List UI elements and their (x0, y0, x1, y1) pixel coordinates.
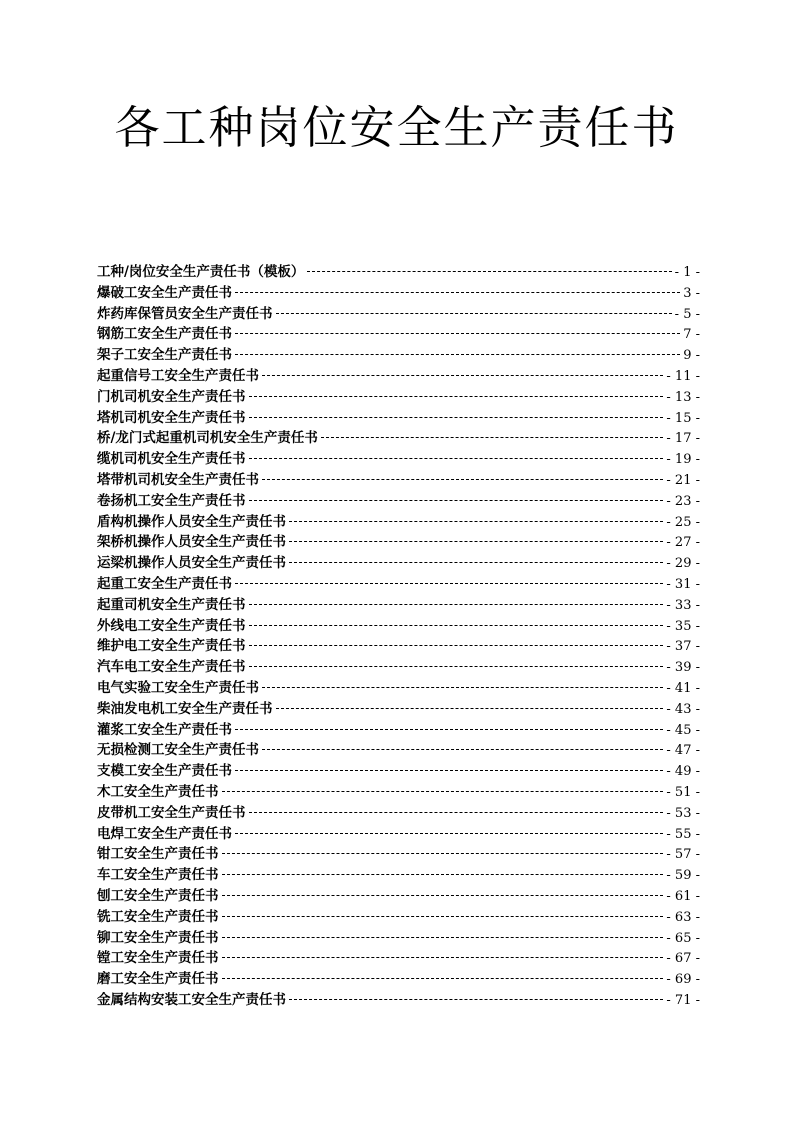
toc-dot-leader (235, 583, 663, 584)
toc-entry[interactable] (97, 408, 700, 429)
toc-entry-label: 木工安全生产责任书 (97, 783, 219, 800)
toc-entry-label: 炸药库保管员安全生产责任书 (97, 305, 273, 322)
toc-entry-label: 车工安全生产责任书 (97, 867, 219, 884)
toc-entry-label: 爆破工安全生产责任书 (97, 284, 232, 301)
toc-entry-label: 起重信号工安全生产责任书 (97, 367, 259, 384)
toc-entry-label: 镗工安全生产责任书 (97, 950, 219, 967)
toc-entry-label: 钢筋工安全生产责任书 (97, 326, 232, 343)
toc-entry[interactable] (97, 948, 700, 969)
toc-page-number: - 41 - (666, 680, 700, 696)
toc-entry[interactable] (97, 740, 700, 761)
toc-entry-label: 柴油发电机工安全生产责任书 (97, 700, 273, 717)
toc-dot-leader (222, 895, 664, 896)
toc-entry-label: 盾构机操作人员安全生产责任书 (97, 513, 286, 530)
toc-entry[interactable] (97, 803, 700, 824)
toc-page-number: - 67 - (666, 951, 700, 967)
toc-entry-label: 汽车电工安全生产责任书 (97, 659, 246, 676)
toc-page-number: - 39 - (666, 660, 700, 676)
toc-page-number: - 59 - (666, 868, 700, 884)
toc-dot-leader (235, 729, 663, 730)
toc-entry[interactable] (97, 345, 700, 366)
toc-entry[interactable] (97, 491, 700, 512)
toc-dot-leader (321, 437, 663, 438)
toc-entry[interactable] (97, 636, 700, 657)
toc-entry-label: 磨工安全生产责任书 (97, 971, 219, 988)
toc-dot-leader (222, 978, 664, 979)
toc-entry[interactable] (97, 262, 700, 283)
toc-dot-leader (235, 292, 680, 293)
toc-page-number: - 5 - (674, 306, 700, 322)
toc-page-number: - 49 - (666, 764, 700, 780)
toc-dot-leader (235, 833, 663, 834)
toc-page-number: - 25 - (666, 514, 700, 530)
toc-entry[interactable] (97, 990, 700, 1011)
toc-dot-leader (249, 396, 664, 397)
toc-entry[interactable] (97, 574, 700, 595)
toc-entry-label: 电焊工安全生产责任书 (97, 825, 232, 842)
toc-page-number: - 57 - (666, 847, 700, 863)
toc-entry[interactable] (97, 324, 700, 345)
toc-page-number: 7 - (683, 327, 700, 343)
toc-entry[interactable] (97, 283, 700, 304)
toc-page-number: - 37 - (666, 639, 700, 655)
toc-page-number: - 1 - (674, 265, 700, 280)
toc-dot-leader (235, 770, 663, 771)
toc-dot-leader (276, 313, 672, 314)
toc-entry-label: 工种/岗位安全生产责任书（模板） (97, 264, 305, 280)
toc-dot-leader (289, 562, 663, 563)
table-of-contents (97, 262, 700, 1011)
toc-entry-label: 架子工安全生产责任书 (97, 347, 232, 364)
toc-page-number: - 61 - (666, 888, 700, 904)
toc-entry[interactable] (97, 865, 700, 886)
toc-entry-label: 刨工安全生产责任书 (97, 887, 219, 904)
toc-entry-label: 卷扬机工安全生产责任书 (97, 492, 246, 509)
toc-entry-label: 金属结构安装工安全生产责任书 (97, 991, 286, 1008)
toc-dot-leader (235, 333, 680, 334)
toc-entry[interactable] (97, 428, 700, 449)
toc-dot-leader (276, 708, 664, 709)
toc-page-number: - 17 - (666, 431, 700, 447)
toc-entry[interactable] (97, 969, 700, 990)
toc-entry-label: 维护电工安全生产责任书 (97, 638, 246, 655)
toc-entry-label: 钳工安全生产责任书 (97, 846, 219, 863)
toc-dot-leader (249, 666, 664, 667)
toc-entry[interactable] (97, 532, 700, 553)
toc-entry-label: 缆机司机安全生产责任书 (97, 451, 246, 468)
toc-dot-leader (222, 874, 664, 875)
toc-entry-label: 塔机司机安全生产责任书 (97, 409, 246, 426)
toc-page-number: - 13 - (666, 389, 700, 405)
toc-dot-leader (222, 791, 664, 792)
toc-dot-leader (222, 916, 664, 917)
toc-page-number: - 45 - (666, 722, 700, 738)
toc-entry[interactable] (97, 470, 700, 491)
toc-entry[interactable] (97, 761, 700, 782)
toc-page-number: - 65 - (666, 930, 700, 946)
toc-page-number: - 43 - (666, 701, 700, 717)
toc-entry-label: 运梁机操作人员安全生产责任书 (97, 555, 286, 572)
toc-page-number: - 63 - (666, 909, 700, 925)
toc-entry[interactable] (97, 304, 700, 325)
toc-dot-leader (289, 999, 663, 1000)
toc-page-number: 3 - (683, 285, 700, 301)
toc-entry-label: 塔带机司机安全生产责任书 (97, 471, 259, 488)
toc-dot-leader (262, 749, 663, 750)
toc-entry[interactable] (97, 907, 700, 928)
toc-entry-label: 门机司机安全生产责任书 (97, 388, 246, 405)
toc-entry-label: 桥/龙门式起重机司机安全生产责任书 (97, 430, 318, 447)
toc-entry[interactable] (97, 720, 700, 741)
toc-entry[interactable] (97, 449, 700, 470)
toc-entry[interactable] (97, 782, 700, 803)
toc-entry[interactable] (97, 657, 700, 678)
toc-entry[interactable] (97, 553, 700, 574)
toc-page-number: - 19 - (666, 452, 700, 468)
toc-dot-leader (249, 604, 664, 605)
toc-entry-label: 架桥机操作人员安全生产责任书 (97, 534, 286, 551)
toc-entry-label: 电气实验工安全生产责任书 (97, 679, 259, 696)
toc-dot-leader (222, 853, 664, 854)
toc-entry[interactable] (97, 595, 700, 616)
toc-dot-leader (262, 375, 663, 376)
toc-dot-leader (222, 937, 664, 938)
toc-entry[interactable] (97, 699, 700, 720)
toc-dot-leader (249, 500, 664, 501)
toc-page-number: - 29 - (666, 556, 700, 572)
toc-entry-label: 支模工安全生产责任书 (97, 763, 232, 780)
toc-page-number: - 35 - (666, 618, 700, 634)
toc-page-number: 9 - (683, 348, 700, 364)
toc-entry-label: 灌浆工安全生产责任书 (97, 721, 232, 738)
toc-entry[interactable] (97, 844, 700, 865)
toc-entry-label: 起重司机安全生产责任书 (97, 596, 246, 613)
toc-entry-label: 起重工安全生产责任书 (97, 575, 232, 592)
toc-dot-leader (307, 271, 671, 272)
toc-dot-leader (249, 812, 664, 813)
toc-page-number: - 47 - (666, 743, 700, 759)
toc-entry[interactable] (97, 928, 700, 949)
toc-page-number: - 55 - (666, 826, 700, 842)
toc-entry[interactable] (97, 387, 700, 408)
toc-dot-leader (289, 541, 663, 542)
toc-dot-leader (235, 354, 680, 355)
toc-dot-leader (249, 625, 664, 626)
toc-entry-label: 铆工安全生产责任书 (97, 929, 219, 946)
toc-entry-label: 外线电工安全生产责任书 (97, 617, 246, 634)
toc-page-number: - 31 - (666, 576, 700, 592)
toc-page-number: - 11 - (666, 368, 700, 384)
toc-page-number: - 15 - (666, 410, 700, 426)
toc-page-number: - 69 - (666, 972, 700, 988)
toc-dot-leader (249, 417, 664, 418)
toc-entry[interactable] (97, 824, 700, 845)
document-title: 各工种岗位安全生产责任书 (114, 101, 679, 154)
toc-entry-label: 无损检测工安全生产责任书 (97, 742, 259, 759)
toc-entry[interactable] (97, 616, 700, 637)
toc-page-number: - 21 - (666, 472, 700, 488)
toc-page-number: - 27 - (666, 535, 700, 551)
toc-entry-label: 铣工安全生产责任书 (97, 908, 219, 925)
toc-page-number: - 33 - (666, 597, 700, 613)
toc-page-number: - 23 - (666, 493, 700, 509)
toc-dot-leader (222, 957, 664, 958)
toc-dot-leader (249, 458, 664, 459)
toc-dot-leader (262, 687, 663, 688)
toc-page-number: - 71 - (666, 992, 700, 1008)
toc-entry[interactable] (97, 512, 700, 533)
toc-dot-leader (249, 645, 664, 646)
toc-entry-label: 皮带机工安全生产责任书 (97, 804, 246, 821)
toc-entry[interactable] (97, 678, 700, 699)
toc-dot-leader (262, 479, 663, 480)
toc-page-number: - 51 - (666, 784, 700, 800)
toc-page-number: - 53 - (666, 805, 700, 821)
toc-dot-leader (289, 521, 663, 522)
toc-entry[interactable] (97, 886, 700, 907)
toc-entry[interactable] (97, 366, 700, 387)
